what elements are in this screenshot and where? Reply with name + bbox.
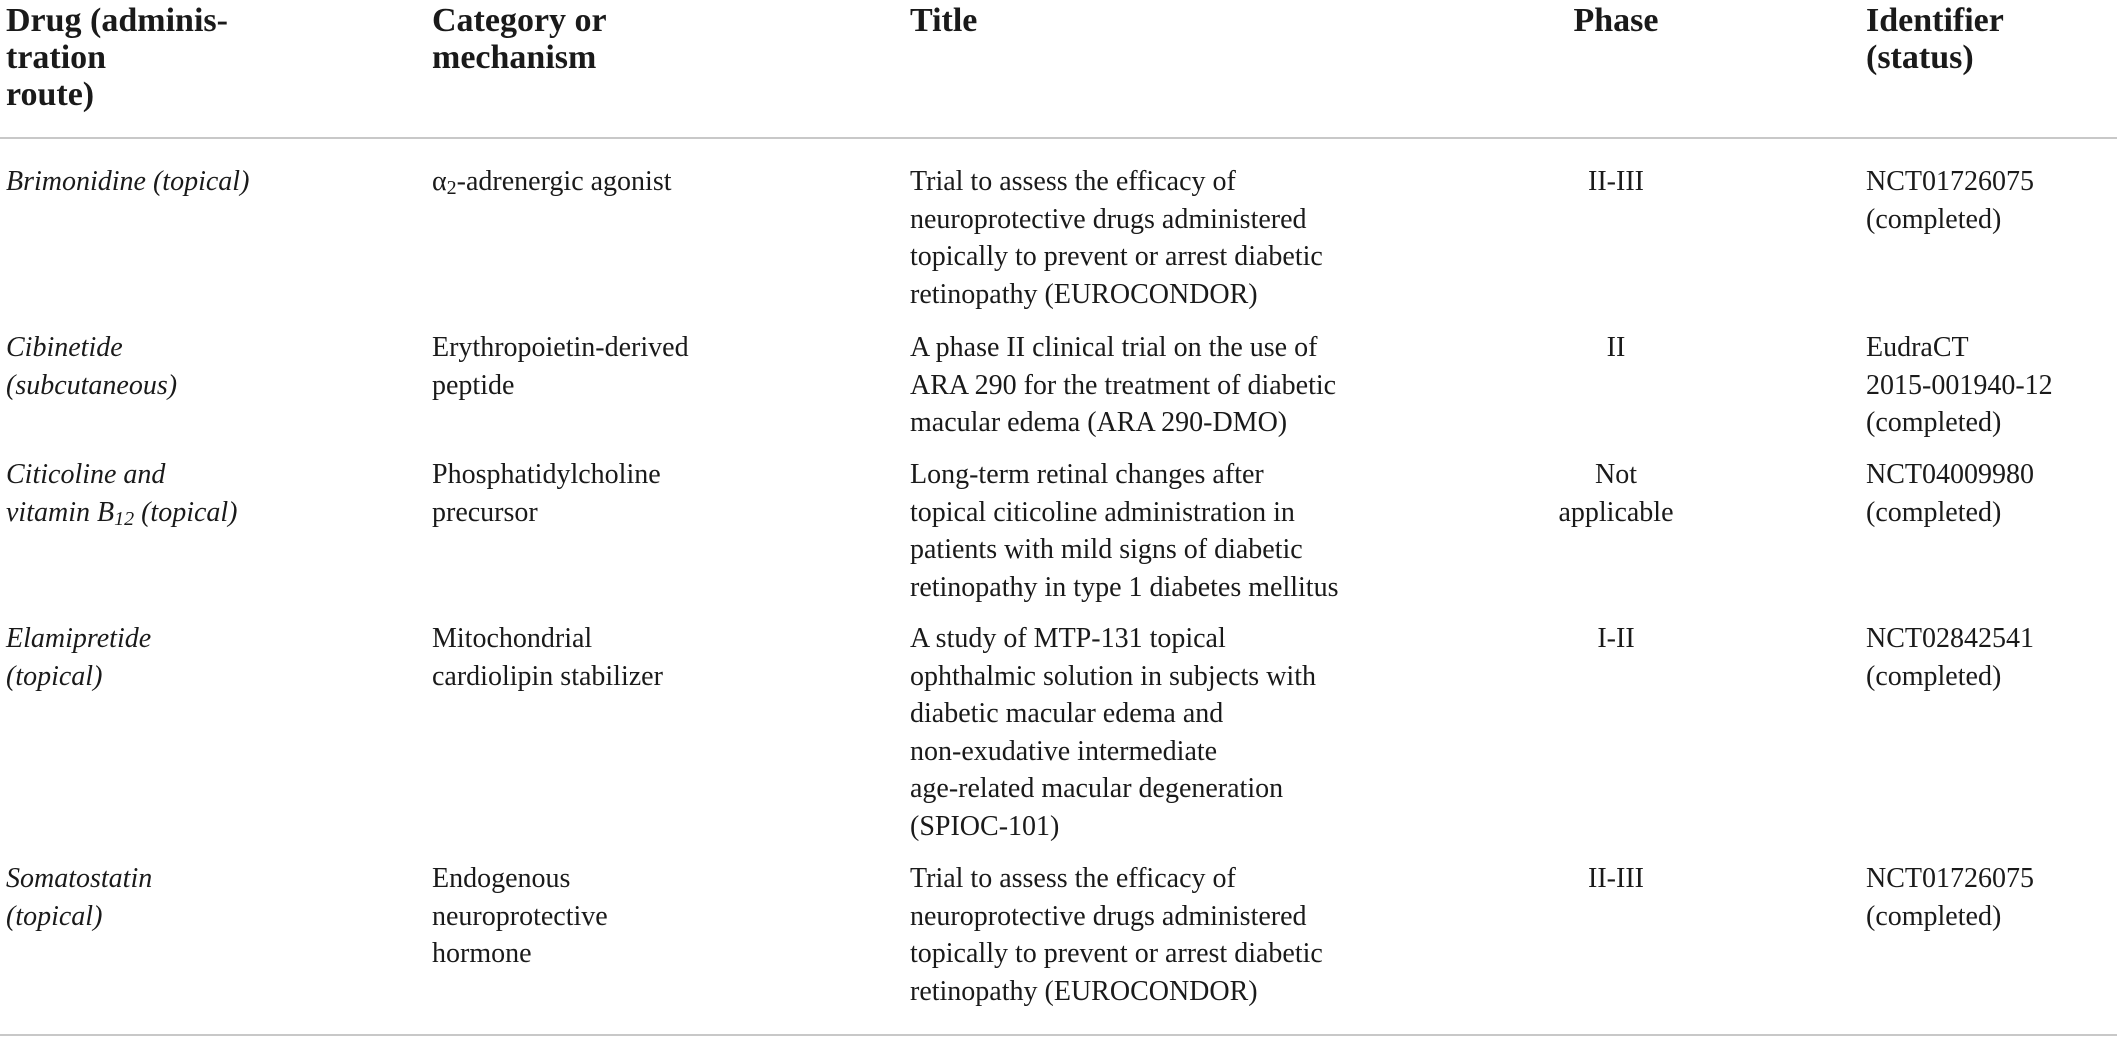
phase-cell: I-II — [1597, 623, 1635, 654]
header-identifier: Identifier (status) — [1866, 2, 2004, 76]
identifier-cell: EudraCT 2015-001940-12 (completed) — [1866, 332, 2053, 438]
drug-prefix: Citicoline and vitamin B — [6, 459, 166, 528]
header-title: Title — [910, 2, 978, 39]
title-cell: A study of MTP-131 topical ophthalmic solution in subjects with diabetic macular edema and non-exudative intermediate age-related macular degeneration (SPIOC-101) — [910, 623, 1316, 842]
identifier-cell: NCT01726075 (completed) — [1866, 863, 2034, 932]
drug-suffix: (topical) — [134, 496, 238, 528]
category-suffix: -adrenergic agonist — [456, 166, 672, 197]
table-bottom-rule — [0, 1034, 2117, 1036]
identifier-cell: NCT04009980 (completed) — [1866, 459, 2034, 528]
title-cell: Long-term retinal changes after topical citicoline administration in patients with mild signs of diabetic retinopathy in type 1 diabetes mellitus — [910, 459, 1339, 603]
drug-cell: Brimonidine (topical) — [6, 166, 250, 197]
drug-cell: Cibinetide (subcutaneous) — [6, 332, 178, 401]
phase-cell: II-III — [1588, 166, 1644, 197]
phase-cell: II — [1606, 332, 1626, 363]
phase-cell: Not applicable — [1558, 459, 1674, 528]
drug-cell — [6, 456, 406, 531]
phase-cell: II-III — [1588, 863, 1644, 894]
drug-subscript: 12 — [114, 507, 135, 530]
category-cell: Endogenous neuroprotective hormone — [432, 863, 608, 969]
header-phase: Phase — [1573, 2, 1659, 39]
title-cell: Trial to assess the efficacy of neuroprotective drugs administered topically to prevent or arrest diabetic retinopathy (EUROCONDOR) — [910, 863, 1323, 1007]
drug-cell: Somatostatin (topical) — [6, 863, 153, 932]
title-cell: Trial to assess the efficacy of neuroprotective drugs administered topically to prevent or arrest diabetic retinopathy (EUROCONDOR) — [910, 166, 1323, 310]
table-header — [0, 2, 2117, 138]
category-cell: Erythropoietin-derived peptide — [432, 332, 689, 401]
drug-cell: Elamipretide (topical) — [6, 623, 152, 692]
identifier-cell: NCT02842541 (completed) — [1866, 623, 2034, 692]
category-cell — [432, 163, 852, 201]
header-category: Category or mechanism — [432, 2, 607, 76]
header-divider — [0, 137, 2117, 139]
header-drug: Drug (adminis- tration route) — [6, 2, 228, 113]
identifier-cell: NCT01726075 (completed) — [1866, 166, 2034, 235]
category-prefix: α — [432, 166, 447, 197]
title-cell: A phase II clinical trial on the use of ARA 290 for the treatment of diabetic macular edema (ARA 290-DMO) — [910, 332, 1337, 438]
category-cell: Phosphatidylcholine precursor — [432, 459, 661, 528]
category-cell: Mitochondrial cardiolipin stabilizer — [432, 623, 663, 692]
category-subscript: 2 — [446, 177, 457, 199]
